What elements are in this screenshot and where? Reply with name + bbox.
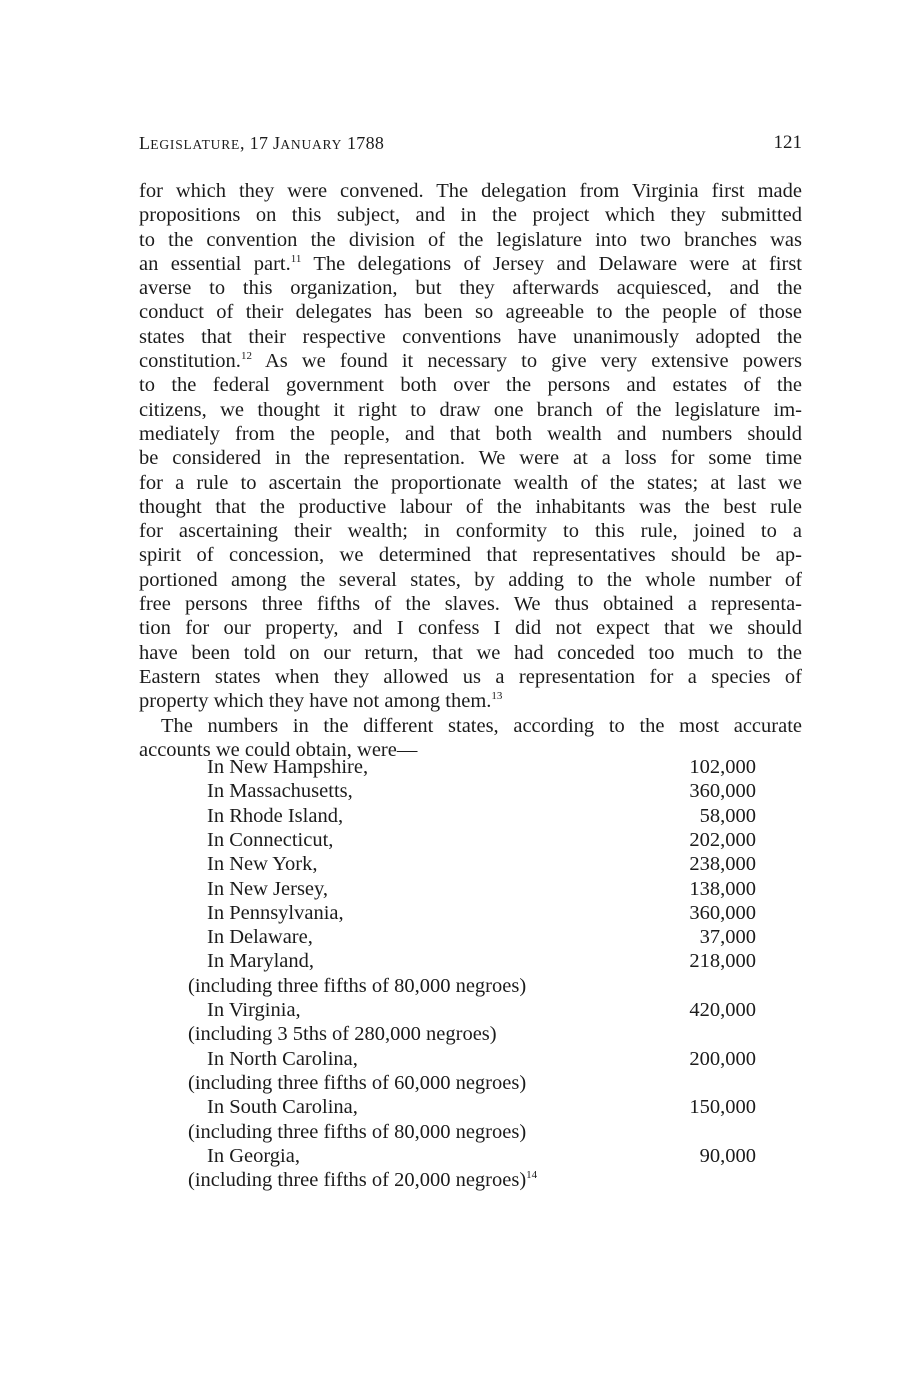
state-name: In New York, [207, 853, 318, 876]
state-name: In Connecticut, [207, 828, 334, 851]
paragraph-1-line: tion for our property, and I confess I did not expect that we should [139, 617, 802, 640]
paragraph-1-line: constitution.$^{12}$ As we found it necessary to give very extensive powers [139, 350, 802, 373]
table-row [0, 779, 920, 803]
paragraph-1-line: to the convention the division of the legislature into two branches was [139, 228, 802, 251]
paragraph-1-line: an essential part.$^{11}$ The delegations of Jersey and Delaware were at first [139, 252, 802, 275]
table-row [0, 804, 920, 828]
population-value: 138,000 [689, 877, 756, 900]
paragraph-1-line: for a rule to ascertain the proportionate wealth of the states; at last we [139, 471, 802, 494]
table-note: (including three fifths of 20,000 negroes)$^{14}$ [188, 1169, 538, 1192]
table-row [0, 1047, 920, 1071]
paragraph-1-line: have been told on our return, that we had conceded too much to the [139, 641, 802, 664]
paragraph-1-line: mediately from the people, and that both wealth and numbers should [139, 422, 802, 445]
population-value: 200,000 [689, 1047, 756, 1070]
population-value: 420,000 [689, 999, 756, 1021]
state-name: In North Carolina, [207, 1047, 358, 1070]
paragraph-1-line: free persons three fifths of the slaves. We thus obtained a representa- [139, 593, 802, 616]
population-value: 58,000 [699, 804, 756, 827]
paragraph-1-line: states that their respective conventions have unanimously adopted the [139, 325, 802, 348]
footnote-ref: 14 [526, 1169, 538, 1182]
state-name: In Georgia, [207, 1144, 300, 1167]
table-row [0, 901, 920, 925]
paragraph-1-line: for ascertaining their wealth; in conformity to this rule, joined to a [139, 520, 802, 543]
paragraph-1-line: portioned among the several states, by adding to the whole number of [139, 568, 802, 591]
population-value: 90,000 [699, 1144, 756, 1167]
state-name: In New Jersey, [207, 877, 329, 900]
population-value: 360,000 [689, 901, 756, 924]
table-row [0, 755, 920, 779]
table-row [0, 877, 920, 901]
state-name: In Delaware, [207, 926, 313, 949]
running-head [139, 130, 802, 156]
table-note: (including 3 5ths of 280,000 negroes) [188, 1023, 497, 1046]
table-row [0, 852, 920, 876]
paragraph-1-line: be considered in the representation. We were at a loss for some time [139, 447, 802, 470]
state-name: In Massachusetts, [207, 780, 353, 803]
paragraph-1-line: averse to this organization, but they afterwards acquiesced, and the [139, 277, 802, 300]
population-value: 150,000 [689, 1096, 756, 1119]
table-row [0, 998, 920, 1022]
body-text [139, 179, 802, 762]
paragraph-2-line: accounts we could obtain, were— [139, 738, 418, 761]
population-value: 37,000 [699, 926, 756, 949]
state-name: In Maryland, [207, 950, 315, 973]
table-note: (including three fifths of 80,000 negroes) [188, 974, 527, 997]
page-number: 121 [773, 132, 802, 153]
state-name: In New Hampshire, [207, 756, 369, 778]
table-row [0, 949, 920, 973]
paragraph-1-line: for which they were convened. The delegation from Virginia first made [139, 180, 802, 202]
paragraph-1-line: spirit of concession, we determined that representatives should be ap- [139, 544, 802, 567]
state-name: In Virginia, [207, 999, 301, 1021]
table-row [0, 828, 920, 852]
paragraph-1-line: propositions on this subject, and in the project which they submitted [139, 204, 802, 227]
footnote-ref: 11 [290, 252, 302, 265]
paragraph-1-line: to the federal government both over the persons and estates of the [139, 374, 802, 397]
population-value: 238,000 [689, 853, 756, 876]
state-name: In Pennsylvania, [207, 901, 344, 924]
paragraph-2-line: The numbers in the different states, according to the most accurate [161, 714, 802, 737]
population-value: 102,000 [689, 756, 756, 778]
paragraph-1-line: Eastern states when they allowed us a representation for a species of [139, 665, 802, 688]
table-note: (including three fifths of 60,000 negroes) [188, 1071, 527, 1094]
footnote-ref: 12 [240, 350, 252, 363]
table-row [0, 1144, 920, 1168]
population-value: 360,000 [689, 780, 756, 803]
footnote-ref: 13 [491, 690, 503, 703]
running-head-title: LEGISLATURE, 17 JANUARY 1788 [139, 133, 385, 153]
table-row [0, 925, 920, 949]
population-value: 202,000 [689, 828, 756, 851]
paragraph-1-line: conduct of their delegates has been so agreeable to the people of those [139, 301, 802, 324]
state-name: In South Carolina, [207, 1096, 358, 1119]
table-row [0, 1095, 920, 1119]
table-note: (including three fifths of 80,000 negroes) [188, 1120, 527, 1143]
state-name: In Rhode Island, [207, 804, 344, 827]
paragraph-1-line: property which they have not among them.$^{13}$ [139, 690, 503, 713]
paragraph-1-line: thought that the productive labour of the inhabitants was the best rule [139, 495, 802, 518]
paragraph-1-line: citizens, we thought it right to draw one branch of the legislature im- [139, 398, 802, 421]
population-value: 218,000 [689, 950, 756, 973]
